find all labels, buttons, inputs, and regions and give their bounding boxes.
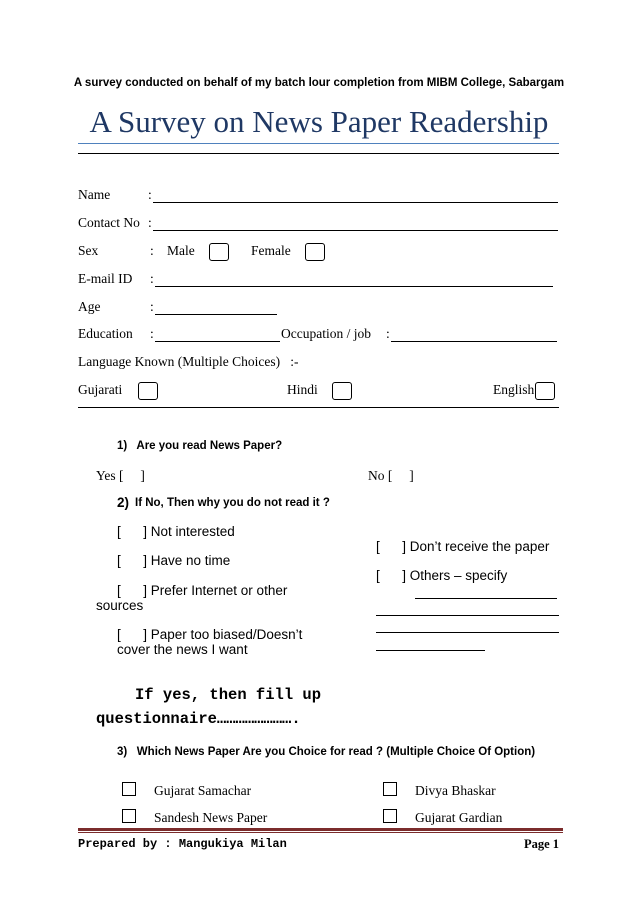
gujarat-samachar-checkbox[interactable] (122, 782, 136, 796)
occupation-colon: : (386, 326, 390, 341)
footer-rule-bottom (78, 832, 563, 833)
survey-header: A survey conducted on behalf of my batch lour completion from MIBM College, Sabargam (73, 77, 565, 89)
female-label: Female (251, 243, 291, 258)
education-field[interactable] (155, 341, 280, 342)
page-title: A Survey on News Paper Readership (89, 104, 549, 139)
email-field[interactable] (155, 286, 553, 287)
email-colon: : (150, 271, 154, 286)
page-number: Page 1 (524, 837, 560, 851)
q1-yes-option[interactable]: Yes [ ] (96, 468, 145, 483)
name-label: Name (78, 187, 111, 202)
male-checkbox[interactable] (209, 243, 229, 261)
q2-internet[interactable]: [ ] Prefer Internet or other (117, 583, 288, 598)
contact-label: Contact No (78, 215, 140, 230)
education-label: Education (78, 326, 133, 341)
q1-no-option[interactable]: No [ ] (368, 468, 414, 483)
english-label: English (493, 382, 535, 397)
question-2-number: 2) (117, 495, 130, 510)
male-label: Male (167, 243, 195, 258)
age-colon: : (150, 299, 154, 314)
question-3: 3) Which News Paper Are you Choice for read ? (Multiple Choice Of Option) (117, 746, 536, 758)
language-label: Language Known (Multiple Choices) :- (78, 354, 299, 369)
q2-not-interested[interactable]: [ ] Not interested (117, 524, 235, 539)
question-2: If No, Then why you do not read it ? (135, 497, 330, 509)
hindi-label: Hindi (287, 382, 318, 397)
sandesh-label: Sandesh News Paper (154, 810, 268, 825)
female-checkbox[interactable] (305, 243, 325, 261)
form-divider (78, 407, 559, 408)
q2-biased-cont: cover the news I want (117, 642, 248, 657)
q2-internet-cont: sources (96, 598, 144, 613)
name-colon: : (148, 187, 152, 202)
english-checkbox[interactable] (535, 382, 555, 400)
footer-author: Prepared by : Mangukiya Milan (78, 837, 287, 851)
gujarat-gardian-checkbox[interactable] (383, 809, 397, 823)
email-label: E-mail ID (78, 271, 133, 286)
fill-note-line2: questionnaire……………………. (96, 710, 301, 728)
title-rule (78, 153, 559, 154)
q2-no-time[interactable]: [ ] Have no time (117, 553, 231, 568)
hindi-checkbox[interactable] (332, 382, 352, 400)
sandesh-checkbox[interactable] (122, 809, 136, 823)
gujarati-label: Gujarati (78, 382, 123, 397)
age-field[interactable] (155, 314, 277, 315)
education-colon: : (150, 326, 154, 341)
footer-rule-top (78, 828, 563, 831)
gujarat-gardian-label: Gujarat Gardian (415, 810, 503, 825)
title-underline (78, 143, 559, 144)
occupation-label: Occupation / job (281, 326, 371, 341)
question-1: 1) Are you read News Paper? (117, 440, 283, 452)
gujarati-checkbox[interactable] (138, 382, 158, 400)
q2-dont-receive[interactable]: [ ] Don’t receive the paper (376, 539, 550, 554)
divya-bhaskar-checkbox[interactable] (383, 782, 397, 796)
age-label: Age (78, 299, 101, 314)
name-field[interactable] (153, 202, 558, 203)
q2-others[interactable]: [ ] Others – specify (376, 568, 508, 583)
q2-biased[interactable]: [ ] Paper too biased/Doesn’t (117, 627, 303, 642)
others-line-4[interactable] (376, 650, 485, 651)
others-line-2[interactable] (376, 615, 559, 616)
sex-colon: : (150, 243, 154, 258)
sex-label: Sex (78, 243, 99, 258)
fill-note-line1: If yes, then fill up (135, 686, 322, 704)
contact-field[interactable] (153, 230, 558, 231)
others-line-3[interactable] (376, 632, 559, 633)
gujarat-samachar-label: Gujarat Samachar (154, 783, 252, 798)
occupation-field[interactable] (391, 341, 557, 342)
divya-bhaskar-label: Divya Bhaskar (415, 783, 496, 798)
contact-colon: : (148, 215, 152, 230)
others-line-1[interactable] (415, 598, 557, 599)
